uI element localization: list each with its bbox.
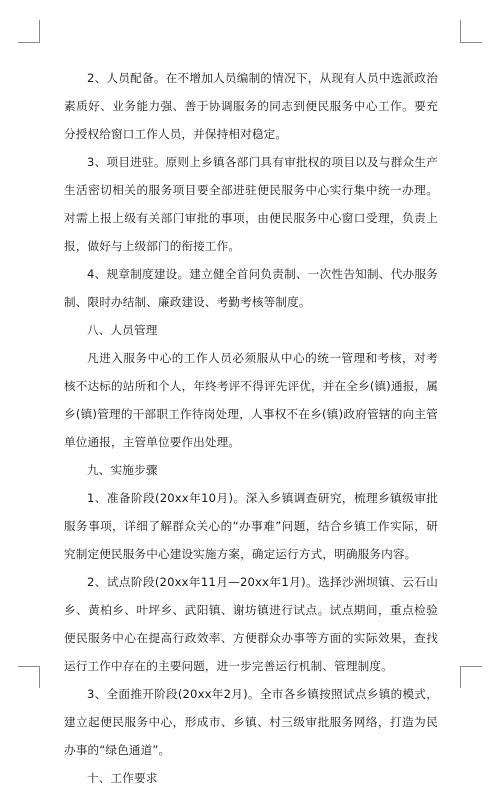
paragraph-project-entry: 3、项目进驻。原则上乡镇各部门具有审批权的项目以及与群众生产生活密切相关的服务项目要全部进驻便民服务中心实行集中统一办理。对需上报上级有关部门审批的事项，由便民服务中心窗口受理，负责上报，做好与上级部门的衔接工作。 bbox=[64, 155, 438, 253]
crop-mark-top-left bbox=[18, 42, 40, 43]
crop-mark-bottom-right bbox=[460, 666, 461, 688]
crop-mark-top-left bbox=[39, 20, 40, 42]
paragraph-step-rollout: 3、全面推开阶段(20xx年2月)。全市各乡镇按照试点乡镇的模式，建立起便民服务中心，形成市、乡镇、村三级审批服务网络，打造为民办事的“绿色通道”。 bbox=[64, 687, 438, 757]
section-heading-personnel: 八、人员管理 bbox=[87, 323, 158, 337]
document-body bbox=[64, 64, 438, 792]
paragraph-step-pilot: 2、试点阶段(20xx年11月—20xx年1月)。选择沙洲坝镇、云石山乡、黄柏乡、叶坪乡、武阳镇、谢坊镇进行试点。试点期间，重点检验便民服务中心在提高行政效率、方便群众办事等方面的实际效果，查找运行工作中存在的主要问题，进一步完善运行机制、管理制度。 bbox=[64, 575, 438, 673]
crop-mark-bottom-right bbox=[460, 666, 482, 667]
crop-mark-bottom-left bbox=[39, 666, 40, 688]
paragraph-rules: 4、规章制度建设。建立健全首问负责制、一次性告知制、代办服务制、限时办结制、廉政建设、考勤考核等制度。 bbox=[64, 267, 438, 309]
section-heading-requirements: 十、工作要求 bbox=[87, 771, 158, 785]
section-heading-steps: 九、实施步骤 bbox=[87, 463, 158, 477]
crop-mark-bottom-left bbox=[18, 666, 40, 667]
crop-mark-top-right bbox=[460, 42, 482, 43]
paragraph-staffing: 2、人员配备。在不增加人员编制的情况下，从现有人员中选派政治素质好、业务能力强、善于协调服务的同志到便民服务中心工作。要充分授权给窗口工作人员，并保持相对稳定。 bbox=[64, 71, 438, 141]
crop-mark-top-right bbox=[460, 20, 461, 42]
paragraph-personnel: 凡进入服务中心的工作人员必须服从中心的统一管理和考核，对考核不达标的站所和个人，年终考评不得评先评优，并在全乡(镇)通报，属乡(镇)管理的干部职工作待岗处理，人事权不在乡(镇)政府管辖的向主管单位通报，主管单位要作出处理。 bbox=[64, 351, 438, 449]
paragraph-step-preparation: 1、准备阶段(20xx年10月)。深入乡镇调查研究，梳理乡镇级审批服务事项，详细了解群众关心的“办事难”问题，结合乡镇工作实际，研究制定便民服务中心建设实施方案，确定运行方式，明确服务内容。 bbox=[64, 491, 438, 561]
